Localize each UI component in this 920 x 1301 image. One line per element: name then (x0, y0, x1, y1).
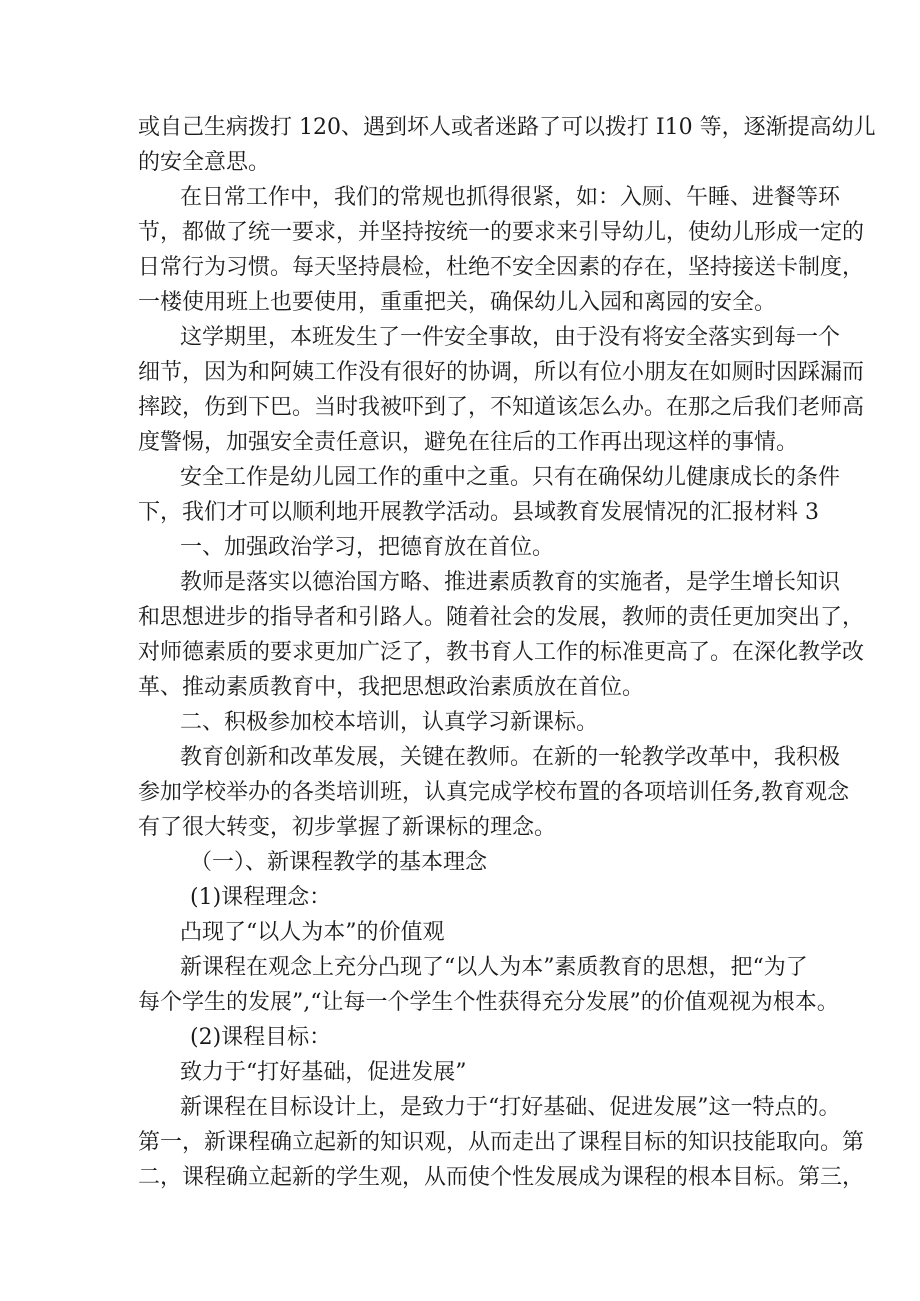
text-line: 参加学校举办的各类培训班，认真完成学校布置的各项培训任务,教育观念 (138, 780, 849, 805)
text-line: 的安全意思。 (138, 150, 271, 175)
text-line: 新课程在目标设计上，是致力于“打好基础、促进发展”这一特点的。 (180, 1095, 841, 1120)
text-line: 新课程在观念上充分凸现了“以人为本”素质教育的思想，把“为了 (180, 955, 808, 980)
text-line: 每个学生的发展”,“让每一个学生个性获得充分发展”的价值观视为根本。 (138, 990, 839, 1015)
subsection-heading: (2)课程目标： (190, 1025, 332, 1050)
text-line: 对师德素质的要求更加广泛了，教书育人工作的标准更高了。在深化教学改 (138, 640, 865, 665)
subsection-heading: （一）、新课程教学的基本理念 (190, 850, 488, 875)
text-line: 下，我们才可以顺利地开展教学活动。县域教育发展情况的汇报材料 3 (138, 500, 819, 525)
text-line: 第一，新课程确立起新的知识观，从而走出了课程目标的知识技能取向。第 (138, 1130, 865, 1155)
text-line: 革、推动素质教育中，我把思想政治素质放在首位。 (138, 675, 645, 700)
text-line: 度警惕，加强安全责任意识，避免在往后的工作再出现这样的事情。 (138, 430, 799, 455)
text-line: 这学期里，本班发生了一件安全事故，由于没有将安全落实到每一个 (180, 325, 841, 350)
text-line: 凸现了“以人为本”的价值观 (180, 920, 445, 945)
text-line: 日常行为习惯。每天坚持晨检，杜绝不安全因素的存在，坚持接送卡制度， (138, 255, 865, 280)
text-line: 一楼使用班上也要使用，重重把关，确保幼儿入园和离园的安全。 (138, 290, 777, 315)
text-line: 教师是落实以德治国方略、推进素质教育的实施者，是学生增长知识 (180, 570, 841, 595)
text-line: 有了很大转变，初步掌握了新课标的理念。 (138, 815, 557, 840)
subsection-heading: (1)课程理念： (190, 885, 332, 910)
text-line: 在日常工作中，我们的常规也抓得很紧，如：入厕、午睡、进餐等环 (180, 185, 841, 210)
text-line: 或自己生病拨打 120、遇到坏人或者迷路了可以拨打 I10 等，逐渐提高幼儿 (138, 115, 876, 140)
text-line: 致力于“打好基础，促进发展” (180, 1060, 467, 1085)
text-line: 节，都做了统一要求，并坚持按统一的要求来引导幼儿，使幼儿形成一定的 (138, 220, 865, 245)
section-heading: 一、加强政治学习，把德育放在首位。 (180, 535, 555, 560)
text-line: 教育创新和改革发展，关键在教师。在新的一轮教学改革中，我积极 (180, 745, 841, 770)
text-line: 摔跤，伤到下巴。当时我被吓到了，不知道该怎么办。在那之后我们老师高 (138, 395, 865, 420)
text-line: 安全工作是幼儿园工作的重中之重。只有在确保幼儿健康成长的条件 (180, 465, 841, 490)
text-line: 二，课程确立起新的学生观，从而使个性发展成为课程的根本目标。第三， (138, 1165, 865, 1190)
text-line: 细节，因为和阿姨工作没有很好的协调，所以有位小朋友在如厕时因踩漏而 (138, 360, 865, 385)
section-heading: 二、积极参加校本培训，认真学习新课标。 (180, 710, 599, 735)
text-line: 和思想进步的指导者和引路人。随着社会的发展，教师的责任更加突出了， (138, 605, 865, 630)
